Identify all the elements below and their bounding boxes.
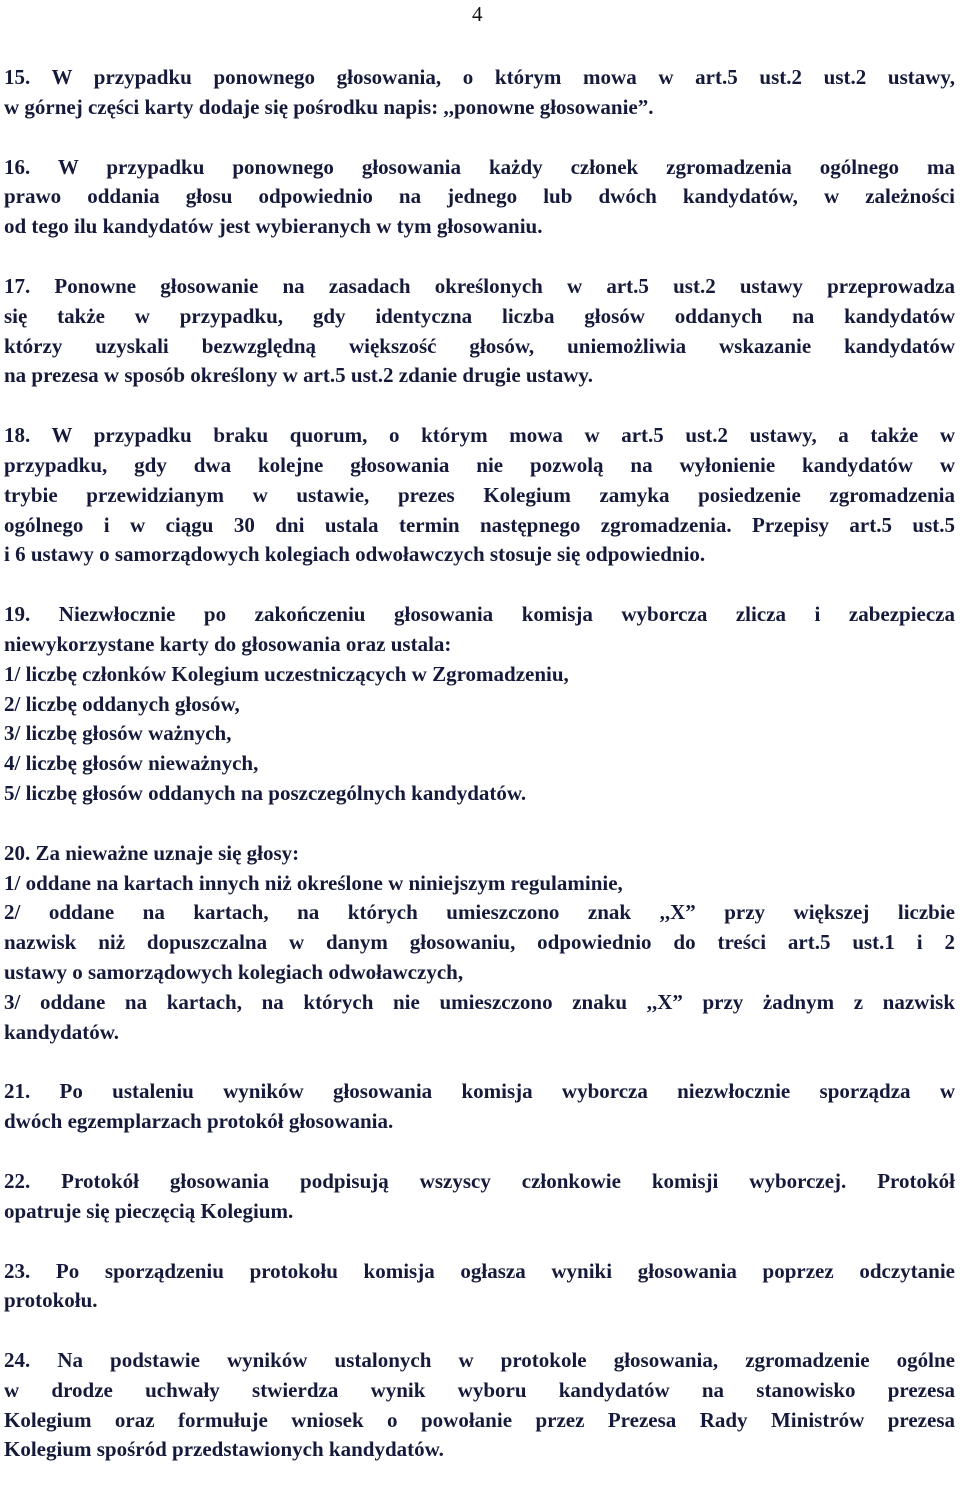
paragraph-line: 21. Po ustaleniu wyników głosowania komisja wyborcza niezwłocznie sporządza w xyxy=(4,1079,955,1104)
paragraph-line: 23. Po sporządzeniu protokołu komisja ogłasza wyniki głosowania poprzez odczytanie xyxy=(4,1258,955,1283)
paragraph-line: na prezesa w sposób określony w art.5 ust.2 zdanie drugie ustawy. xyxy=(4,363,594,388)
paragraph-line: 17. Ponowne głosowanie na zasadach określonych w art.5 ust.2 ustawy przeprowadza xyxy=(4,273,955,298)
paragraph-24 xyxy=(4,1346,955,1465)
paragraph-line: 2/ oddane na kartach, na których umieszczono znak ,,X” przy większej liczbie xyxy=(4,900,955,925)
paragraph-21 xyxy=(4,1077,955,1137)
paragraph-18 xyxy=(4,421,955,570)
paragraph-line: przypadku, gdy dwa kolejne głosowania nie pozwolą na wyłonienie kandydatów w xyxy=(4,452,955,477)
paragraph-line: od tego ilu kandydatów jest wybieranych w tym głosowaniu. xyxy=(4,214,543,239)
paragraph-line: niewykorzystane karty do głosowania oraz ustala: xyxy=(4,631,452,656)
paragraph-line: 3/ liczbę głosów ważnych, xyxy=(4,721,232,746)
paragraph-line: 1/ oddane na kartach innych niż określone w niniejszym regulaminie, xyxy=(4,870,623,895)
paragraph-line: nazwisk niż dopuszczalna w danym głosowaniu, odpowiednio do treści art.5 ust.1 i 2 xyxy=(4,930,955,955)
paragraph-line: Kolegium oraz formułuje wniosek o powołanie przez Prezesa Rady Ministrów prezesa xyxy=(4,1407,955,1432)
paragraph-line: Kolegium spośród przedstawionych kandydatów. xyxy=(4,1437,444,1462)
paragraph-line: w drodze uchwały stwierdza wynik wyboru kandydatów na stanowisko prezesa xyxy=(4,1377,955,1402)
paragraph-line: 20. Za nieważne uznaje się głosy: xyxy=(4,840,300,865)
paragraph-line: 3/ oddane na kartach, na których nie umieszczono znaku ,,X” przy żadnym z nazwisk xyxy=(4,989,955,1014)
paragraph-23 xyxy=(4,1257,955,1317)
paragraph-line: i 6 ustawy o samorządowych kolegiach odwoławczych stosuje się odpowiednio. xyxy=(4,542,706,567)
paragraph-line: protokołu. xyxy=(4,1288,98,1313)
document-body xyxy=(4,63,955,1495)
paragraph-19 xyxy=(4,600,955,809)
paragraph-22 xyxy=(4,1167,955,1227)
paragraph-line: 5/ liczbę głosów oddanych na poszczególnych kandydatów. xyxy=(4,780,527,805)
paragraph-line: 15. W przypadku ponownego głosowania, o którym mowa w art.5 ust.2 ust.2 ustawy, xyxy=(4,65,955,89)
paragraph-20 xyxy=(4,839,955,1048)
paragraph-line: 1/ liczbę członków Kolegium uczestniczących w Zgromadzeniu, xyxy=(4,661,569,686)
paragraph-line: ustawy o samorządowych kolegiach odwoławczych, xyxy=(4,959,464,984)
paragraph-line: ogólnego i w ciągu 30 dni ustala termin następnego zgromadzenia. Przepisy art.5 ust.5 xyxy=(4,512,955,537)
paragraph-line: którzy uzyskali bezwzględną większość głosów, uniemożliwia wskazanie kandydatów xyxy=(4,333,955,358)
paragraph-17 xyxy=(4,272,955,391)
paragraph-line: 16. W przypadku ponownego głosowania każdy członek zgromadzenia ogólnego ma xyxy=(4,154,955,179)
paragraph-line: 4/ liczbę głosów nieważnych, xyxy=(4,751,259,776)
paragraph-line: opatruje się pieczęcią Kolegium. xyxy=(4,1198,294,1223)
paragraph-line: kandydatów. xyxy=(4,1019,119,1044)
paragraph-15 xyxy=(4,63,955,123)
paragraph-line: się także w przypadku, gdy identyczna liczba głosów oddanych na kandydatów xyxy=(4,303,955,328)
paragraph-16 xyxy=(4,153,955,242)
paragraph-line: trybie przewidzianym w ustawie, prezes Kolegium zamyka posiedzenie zgromadzenia xyxy=(4,482,955,507)
paragraph-line: prawo oddania głosu odpowiednio na jednego lub dwóch kandydatów, w zależności xyxy=(4,184,955,209)
paragraph-line: dwóch egzemplarzach protokół głosowania. xyxy=(4,1109,394,1134)
paragraph-line: 24. Na podstawie wyników ustalonych w protokole głosowania, zgromadzenie ogólne xyxy=(4,1348,955,1373)
paragraph-line: 2/ liczbę oddanych głosów, xyxy=(4,691,240,716)
page-number: 4 xyxy=(472,2,483,26)
paragraph-line: 19. Niezwłocznie po zakończeniu głosowania komisja wyborcza zlicza i zabezpiecza xyxy=(4,602,955,627)
paragraph-line: 22. Protokół głosowania podpisują wszyscy członkowie komisji wyborczej. Protokół xyxy=(4,1168,955,1193)
paragraph-line: 18. W przypadku braku quorum, o którym mowa w art.5 ust.2 ustawy, a także w xyxy=(4,423,955,448)
paragraph-line: w górnej części karty dodaje się pośrodku napis: ,,ponowne głosowanie”. xyxy=(4,94,654,119)
